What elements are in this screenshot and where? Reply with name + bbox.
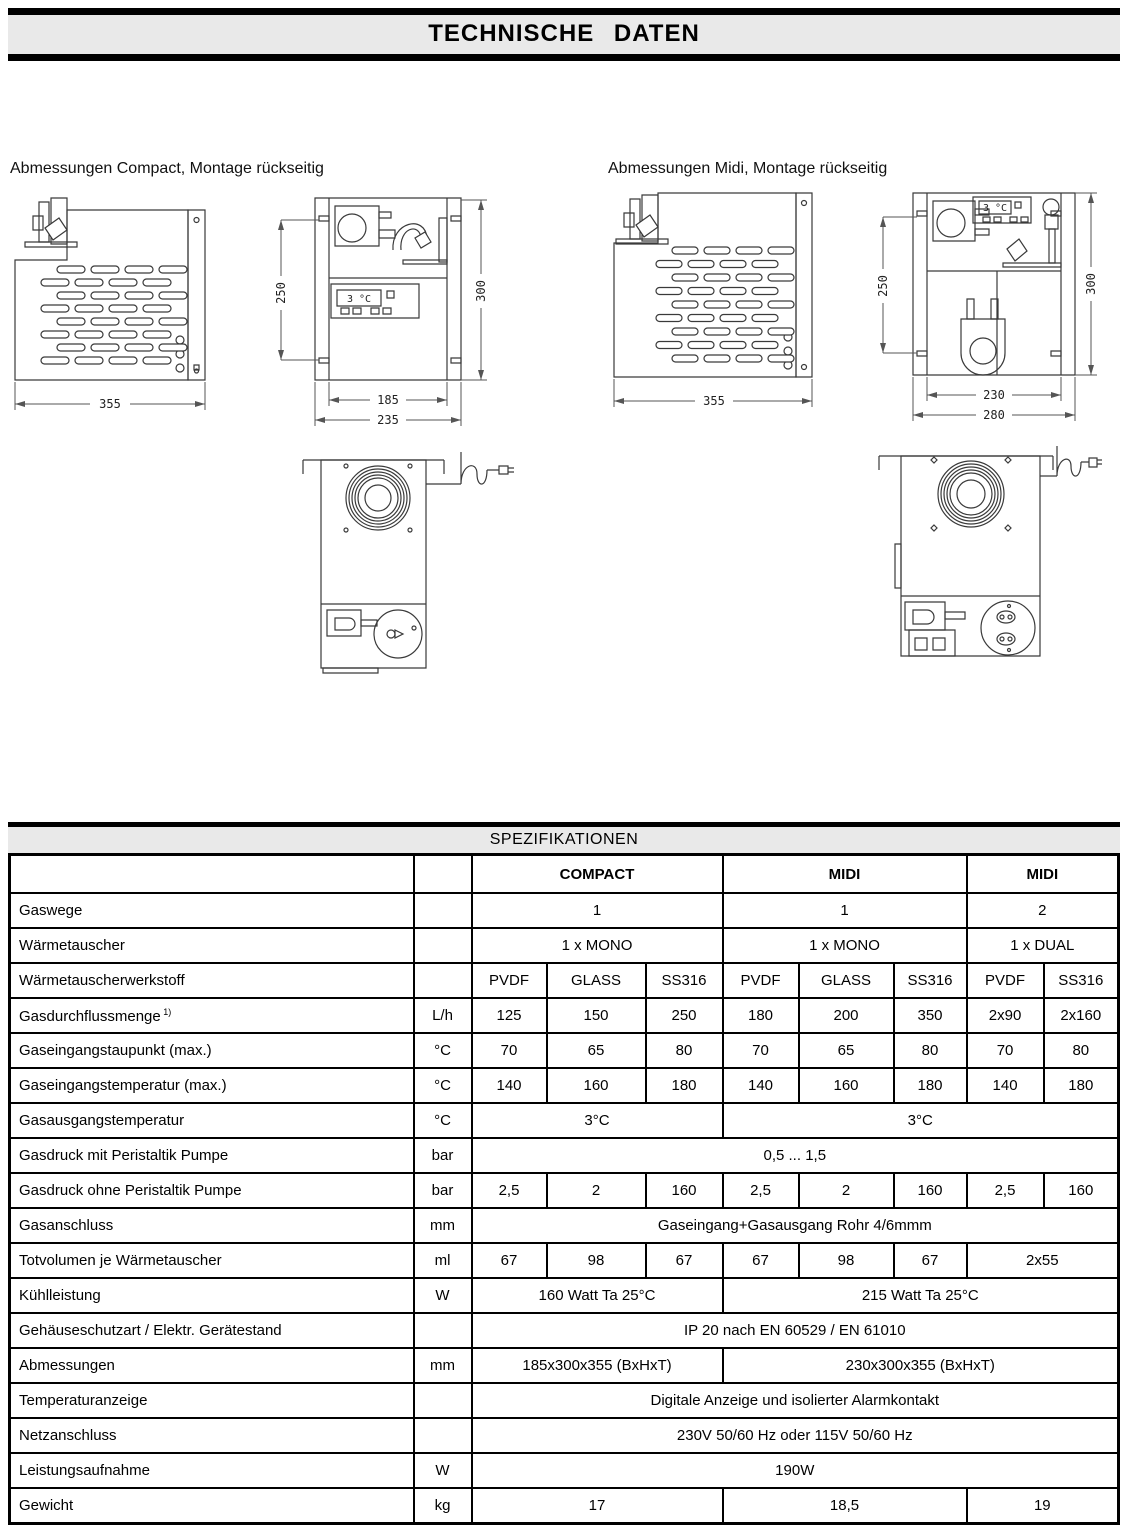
- spec-value: PVDF: [472, 963, 547, 998]
- spec-value: 67: [646, 1243, 723, 1278]
- spec-value: 190W: [472, 1453, 1119, 1488]
- spec-row: [10, 1173, 1119, 1208]
- compact-top-view-drawing: [283, 438, 523, 683]
- louver-slot: [159, 292, 187, 299]
- row-label: Gasdruck ohne Peristaltik Pumpe: [10, 1173, 414, 1208]
- spec-value: 3°C: [723, 1103, 1119, 1138]
- spec-value: 3°C: [472, 1103, 723, 1138]
- row-label: Gaseingangstemperatur (max.): [10, 1068, 414, 1103]
- louver-slot: [768, 301, 794, 308]
- midi-top-view-drawing: [853, 436, 1108, 686]
- spec-value: Digitale Anzeige und isolierter Alarmkontakt: [472, 1383, 1119, 1418]
- louver-slot: [720, 315, 746, 322]
- louver-slot: [109, 279, 137, 286]
- louver-slot: [41, 331, 69, 338]
- spec-row: [10, 1138, 1119, 1173]
- spec-value: 2: [967, 893, 1119, 928]
- row-label: Abmessungen: [10, 1348, 414, 1383]
- louver-slot: [159, 266, 187, 273]
- spec-value: 160: [1044, 1173, 1119, 1208]
- spec-value: PVDF: [967, 963, 1044, 998]
- midi-section-label: Abmessungen Midi, Montage rückseitig: [608, 160, 888, 177]
- spec-table-body: [10, 893, 1119, 1524]
- spec-row: [10, 1313, 1119, 1348]
- svg-text:250: 250: [876, 275, 890, 297]
- louver-slot: [143, 357, 171, 364]
- svg-text:300: 300: [474, 280, 488, 302]
- row-label: Gewicht: [10, 1488, 414, 1524]
- col-group-compact: COMPACT: [472, 855, 723, 894]
- spec-value: 67: [472, 1243, 547, 1278]
- spec-value: PVDF: [723, 963, 799, 998]
- louver-slot: [688, 315, 714, 322]
- louver-slot: [125, 344, 153, 351]
- louver-slot: [57, 318, 85, 325]
- spec-value: 67: [894, 1243, 967, 1278]
- spec-value: 350: [894, 998, 967, 1033]
- spec-value: SS316: [1044, 963, 1119, 998]
- spec-row: [10, 1348, 1119, 1383]
- col-group-midi-1: MIDI: [723, 855, 967, 894]
- spec-value: 70: [723, 1033, 799, 1068]
- spec-value: 140: [723, 1068, 799, 1103]
- louver-slot: [736, 274, 762, 281]
- spec-row: [10, 963, 1119, 998]
- spec-value: 140: [472, 1068, 547, 1103]
- gas-connector-assembly: [616, 195, 668, 244]
- spec-value: 200: [799, 998, 894, 1033]
- spec-value: 2,5: [967, 1173, 1044, 1208]
- louver-slot: [768, 328, 794, 335]
- row-unit: mm: [414, 1348, 472, 1383]
- spec-value: 18,5: [723, 1488, 967, 1524]
- louver-slot: [75, 331, 103, 338]
- louver-slot: [143, 331, 171, 338]
- spec-value: 2x90: [967, 998, 1044, 1033]
- spec-value: 230x300x355 (BxHxT): [723, 1348, 1119, 1383]
- spec-row: [10, 928, 1119, 963]
- row-unit: ml: [414, 1243, 472, 1278]
- spec-value: 1: [472, 893, 723, 928]
- title-rule-top: [8, 8, 1120, 15]
- dim-body-width: [927, 377, 1061, 402]
- compact-front-view-drawing: [255, 190, 495, 435]
- louver-slot: [41, 279, 69, 286]
- svg-text:185: 185: [377, 393, 399, 407]
- louver-slot: [720, 342, 746, 349]
- row-label: Gaseingangstaupunkt (max.): [10, 1033, 414, 1068]
- table-caption: SPEZIFIKATIONEN: [8, 822, 1120, 853]
- louver-slot: [736, 301, 762, 308]
- louver-slot: [688, 288, 714, 295]
- row-label: Leistungsaufnahme: [10, 1453, 414, 1488]
- spec-value: 125: [472, 998, 547, 1033]
- row-unit: W: [414, 1278, 472, 1313]
- spec-value: GLASS: [799, 963, 894, 998]
- row-unit: °C: [414, 1103, 472, 1138]
- louver-slot: [143, 279, 171, 286]
- page-title: TECHNISCHE DATEN: [428, 20, 700, 47]
- spec-value: Gaseingang+Gasausgang Rohr 4/6mmm: [472, 1208, 1119, 1243]
- spec-value: 140: [967, 1068, 1044, 1103]
- dim-hole-spacing: [876, 217, 917, 353]
- row-label: Gaswege: [10, 893, 414, 928]
- row-label: Wärmetauscher: [10, 928, 414, 963]
- svg-text:230: 230: [983, 388, 1005, 402]
- spec-value: 180: [723, 998, 799, 1033]
- dim-depth: [15, 382, 205, 411]
- spec-value: 160 Watt Ta 25°C: [472, 1278, 723, 1313]
- spec-value: 180: [894, 1068, 967, 1103]
- spec-row: [10, 1243, 1119, 1278]
- spec-value: 2,5: [472, 1173, 547, 1208]
- louver-slot: [91, 266, 119, 273]
- spec-value: SS316: [894, 963, 967, 998]
- row-label: Gasanschluss: [10, 1208, 414, 1243]
- compact-section-label: Abmessungen Compact, Montage rückseitig: [10, 160, 324, 177]
- svg-text:250: 250: [274, 282, 288, 304]
- dim-hole-spacing: [274, 220, 319, 360]
- louver-slot: [125, 266, 153, 273]
- spec-value: 160: [894, 1173, 967, 1208]
- row-unit: L/h: [414, 998, 472, 1033]
- louver-slot: [720, 288, 746, 295]
- spec-value: 1: [723, 893, 967, 928]
- spec-value: 150: [547, 998, 646, 1033]
- spec-value: 80: [1044, 1033, 1119, 1068]
- row-label: Wärmetauscherwerkstoff: [10, 963, 414, 998]
- louver-slot: [91, 318, 119, 325]
- spec-value: 180: [646, 1068, 723, 1103]
- spec-value: 2x160: [1044, 998, 1119, 1033]
- louver-slot: [704, 328, 730, 335]
- louver-slot: [688, 261, 714, 268]
- spec-value: 70: [472, 1033, 547, 1068]
- louver-slot: [672, 355, 698, 362]
- spec-row: [10, 1383, 1119, 1418]
- spec-value: SS316: [646, 963, 723, 998]
- louver-slot: [736, 328, 762, 335]
- vent-louvers: [656, 247, 794, 362]
- row-unit: bar: [414, 1173, 472, 1208]
- louver-slot: [704, 247, 730, 254]
- spec-row: [10, 1488, 1119, 1524]
- row-unit: [414, 963, 472, 998]
- midi-side-view-drawing: [600, 185, 825, 420]
- title-rule-bottom: [8, 54, 1120, 61]
- louver-slot: [672, 274, 698, 281]
- row-unit: °C: [414, 1033, 472, 1068]
- row-label: Gasdruck mit Peristaltik Pumpe: [10, 1138, 414, 1173]
- compact-side-view-drawing: [5, 190, 215, 425]
- svg-text:280: 280: [983, 408, 1005, 422]
- spec-value: 1 x MONO: [472, 928, 723, 963]
- spec-value: 160: [547, 1068, 646, 1103]
- row-unit: [414, 1383, 472, 1418]
- louver-slot: [91, 292, 119, 299]
- spec-value: 1 x MONO: [723, 928, 967, 963]
- louver-slot: [75, 279, 103, 286]
- louver-slot: [41, 357, 69, 364]
- louver-slot: [656, 288, 682, 295]
- row-unit: mm: [414, 1208, 472, 1243]
- louver-slot: [656, 315, 682, 322]
- dim-depth: [614, 379, 812, 408]
- spec-row: [10, 998, 1119, 1033]
- louver-slot: [91, 344, 119, 351]
- gas-connectors: [981, 601, 1035, 655]
- louver-slot: [672, 247, 698, 254]
- spec-value: 185x300x355 (BxHxT): [472, 1348, 723, 1383]
- svg-text:235: 235: [377, 413, 399, 427]
- spec-value: 2,5: [723, 1173, 799, 1208]
- spec-row: [10, 1453, 1119, 1488]
- louver-slot: [752, 261, 778, 268]
- louver-slot: [57, 344, 85, 351]
- spec-value: 230V 50/60 Hz oder 115V 50/60 Hz: [472, 1418, 1119, 1453]
- svg-text:3 °C: 3 °C: [982, 203, 1008, 214]
- spec-value: 0,5 ... 1,5: [472, 1138, 1119, 1173]
- spec-value: 2: [547, 1173, 646, 1208]
- svg-text:355: 355: [99, 397, 121, 411]
- spec-row: [10, 1103, 1119, 1138]
- louver-slot: [768, 247, 794, 254]
- spec-value: 67: [723, 1243, 799, 1278]
- louver-slot: [672, 328, 698, 335]
- spec-value: 65: [799, 1033, 894, 1068]
- spec-value: IP 20 nach EN 60529 / EN 61010: [472, 1313, 1119, 1348]
- louver-slot: [57, 266, 85, 273]
- louver-slot: [704, 301, 730, 308]
- gas-connector-assembly: [25, 198, 77, 247]
- cooling-fan: [931, 457, 1011, 531]
- louver-slot: [736, 247, 762, 254]
- svg-text:300: 300: [1084, 273, 1098, 295]
- spec-value: 98: [547, 1243, 646, 1278]
- row-label: Kühlleistung: [10, 1278, 414, 1313]
- title-band: [8, 15, 1120, 54]
- louver-slot: [752, 288, 778, 295]
- spec-value: 98: [799, 1243, 894, 1278]
- louver-slot: [75, 305, 103, 312]
- louver-slot: [125, 292, 153, 299]
- louver-slot: [704, 355, 730, 362]
- row-unit: bar: [414, 1138, 472, 1173]
- empty-corner-cell: [10, 855, 414, 894]
- louver-slot: [109, 305, 137, 312]
- peristaltic-pump-top: [901, 596, 1040, 656]
- temperature-display: [331, 284, 419, 318]
- spec-value: 180: [1044, 1068, 1119, 1103]
- svg-text:355: 355: [703, 394, 725, 408]
- row-label: Temperaturanzeige: [10, 1383, 414, 1418]
- row-label: Netzanschluss: [10, 1418, 414, 1453]
- col-group-midi-2: MIDI: [967, 855, 1119, 894]
- spec-table: [8, 853, 1120, 1525]
- spec-value: 250: [646, 998, 723, 1033]
- spec-section: [8, 822, 1120, 1525]
- row-unit: °C: [414, 1068, 472, 1103]
- louver-slot: [656, 342, 682, 349]
- louver-slot: [143, 305, 171, 312]
- column-group-header-row: [10, 855, 1119, 894]
- louver-slot: [736, 355, 762, 362]
- temperature-display: [973, 197, 1031, 223]
- louver-slot: [768, 355, 794, 362]
- dim-body-width: [329, 382, 447, 407]
- row-label: Totvolumen je Wärmetauscher: [10, 1243, 414, 1278]
- row-unit: [414, 1313, 472, 1348]
- louver-slot: [75, 357, 103, 364]
- row-unit: [414, 893, 472, 928]
- louver-slot: [57, 292, 85, 299]
- row-unit: kg: [414, 1488, 472, 1524]
- spec-value: 160: [646, 1173, 723, 1208]
- svg-text:3 °C: 3 °C: [346, 294, 372, 305]
- midi-front-view-drawing: [855, 185, 1105, 430]
- louver-slot: [720, 261, 746, 268]
- louver-slot: [672, 301, 698, 308]
- dim-height: [461, 200, 488, 380]
- spec-value: 17: [472, 1488, 723, 1524]
- spec-value: 160: [799, 1068, 894, 1103]
- spec-value: 2: [799, 1173, 894, 1208]
- valve-assembly: [1003, 199, 1061, 267]
- louver-slot: [656, 261, 682, 268]
- spec-row: [10, 1068, 1119, 1103]
- row-label: Gasausgangstemperatur: [10, 1103, 414, 1138]
- louver-slot: [109, 357, 137, 364]
- pump: [933, 201, 989, 241]
- spec-value: GLASS: [547, 963, 646, 998]
- spec-value: 65: [547, 1033, 646, 1068]
- louver-slot: [768, 274, 794, 281]
- heat-exchanger-vessel: [961, 299, 1005, 375]
- title-block: [8, 8, 1120, 61]
- louver-slot: [109, 331, 137, 338]
- spec-row: [10, 1278, 1119, 1313]
- spec-row: [10, 1033, 1119, 1068]
- louver-slot: [752, 315, 778, 322]
- louver-slot: [159, 344, 187, 351]
- pump-and-tubing: [335, 206, 447, 264]
- cooling-fan: [344, 464, 412, 532]
- vent-louvers: [41, 266, 187, 364]
- row-unit: W: [414, 1453, 472, 1488]
- empty-unit-cell: [414, 855, 472, 894]
- dim-height: [1075, 193, 1098, 375]
- power-cord: [426, 452, 514, 484]
- spec-value: 1 x DUAL: [967, 928, 1119, 963]
- spec-value: 70: [967, 1033, 1044, 1068]
- row-unit: [414, 928, 472, 963]
- louver-slot: [125, 318, 153, 325]
- spec-row: [10, 1418, 1119, 1453]
- spec-row: [10, 893, 1119, 928]
- louver-slot: [752, 342, 778, 349]
- peristaltic-pump-top: [321, 604, 426, 673]
- row-label: Gasdurchflussmenge $^{1)}$: [10, 998, 414, 1033]
- row-unit: [414, 1418, 472, 1453]
- spec-value: 80: [894, 1033, 967, 1068]
- louver-slot: [41, 305, 69, 312]
- power-cord: [1040, 446, 1102, 476]
- spec-value: 80: [646, 1033, 723, 1068]
- spec-row: [10, 1208, 1119, 1243]
- louver-slot: [159, 318, 187, 325]
- spec-value: 2x55: [967, 1243, 1119, 1278]
- louver-slot: [688, 342, 714, 349]
- row-label: Gehäuseschutzart / Elektr. Gerätestand: [10, 1313, 414, 1348]
- louver-slot: [704, 274, 730, 281]
- spec-value: 215 Watt Ta 25°C: [723, 1278, 1119, 1313]
- spec-value: 19: [967, 1488, 1119, 1524]
